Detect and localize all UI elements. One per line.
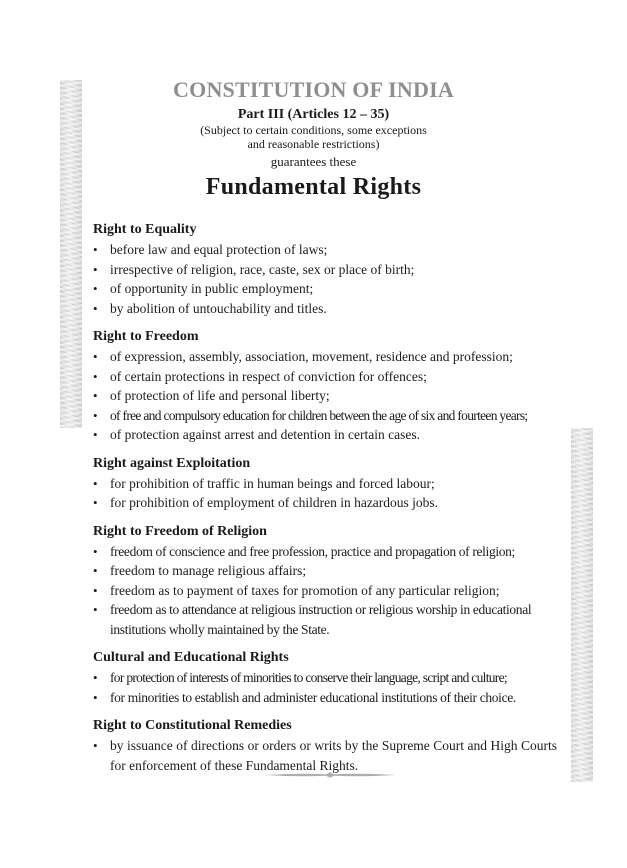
list-item: • freedom as to attendance at religious instruction or religious worship in educational institutions wholly maintained by the State. (93, 600, 557, 639)
list-item: • freedom as to payment of taxes for promotion of any particular religion; (93, 581, 557, 601)
section-title: Right to Constitutional Remedies (93, 718, 292, 733)
section-right-to-freedom (93, 327, 557, 445)
list-item: • irrespective of religion, race, caste, sex or place of birth; (93, 260, 557, 280)
part-label: Part III (Articles 12 – 35) (237, 107, 390, 122)
ornament-divider-icon (262, 770, 398, 780)
list-item: • for minorities to establish and administer educational institutions of their choice. (93, 688, 557, 708)
list-item: • of opportunity in public employment; (93, 279, 557, 299)
section-right-to-freedom-of-religion (93, 522, 557, 640)
main-heading: Fundamental Rights (205, 174, 422, 200)
subtitle-line-1: (Subject to certain conditions, some exceptions (200, 123, 427, 137)
list-item: • for prohibition of traffic in human beings and forced labour; (93, 474, 557, 494)
section-title: Right against Exploitation (93, 455, 251, 471)
list-item: • before law and equal protection of laws; (93, 240, 557, 260)
page-title: CONSTITUTION OF INDIA (173, 77, 454, 102)
section-title: Right to Equality (93, 222, 197, 237)
rights-list (93, 220, 557, 784)
section-title: Right to Freedom (93, 329, 199, 344)
list-item: • of certain protections in respect of conviction for offences; (93, 367, 557, 387)
decorative-border-right (571, 428, 593, 782)
list-item: • by issuance of directions or orders or writs by the Supreme Court and High Courts for enforcement of these Fundamental Rights. (93, 736, 557, 775)
section-right-against-exploitation (93, 454, 557, 513)
list-item: • of protection of life and personal liberty; (93, 386, 557, 406)
list-item: • freedom to manage religious affairs; (93, 561, 557, 581)
section-title: Cultural and Educational Rights (93, 650, 289, 665)
list-item: • for prohibition of employment of children in hazardous jobs. (93, 493, 557, 513)
section-title: Right to Freedom of Religion (93, 523, 267, 539)
list-item: • for protection of interests of minorities to conserve their language, script and culture; (93, 668, 557, 688)
list-item: • of free and compulsory education for children between the age of six and fourteen years; (93, 406, 557, 426)
list-item: • freedom of conscience and free profession, practice and propagation of religion; (93, 542, 557, 562)
section-right-to-constitutional-remedies (93, 716, 557, 775)
list-item: • of protection against arrest and detention in certain cases. (93, 425, 557, 445)
list-item: • by abolition of untouchability and titles. (93, 299, 557, 319)
section-right-to-equality (93, 220, 557, 318)
subtitle-line-2: and reasonable restrictions) (247, 137, 380, 151)
page-header (0, 76, 627, 202)
guarantees-label: guarantees these (270, 154, 357, 169)
list-item: • of expression, assembly, association, movement, residence and profession; (93, 347, 557, 367)
section-cultural-and-educational-rights (93, 648, 557, 707)
